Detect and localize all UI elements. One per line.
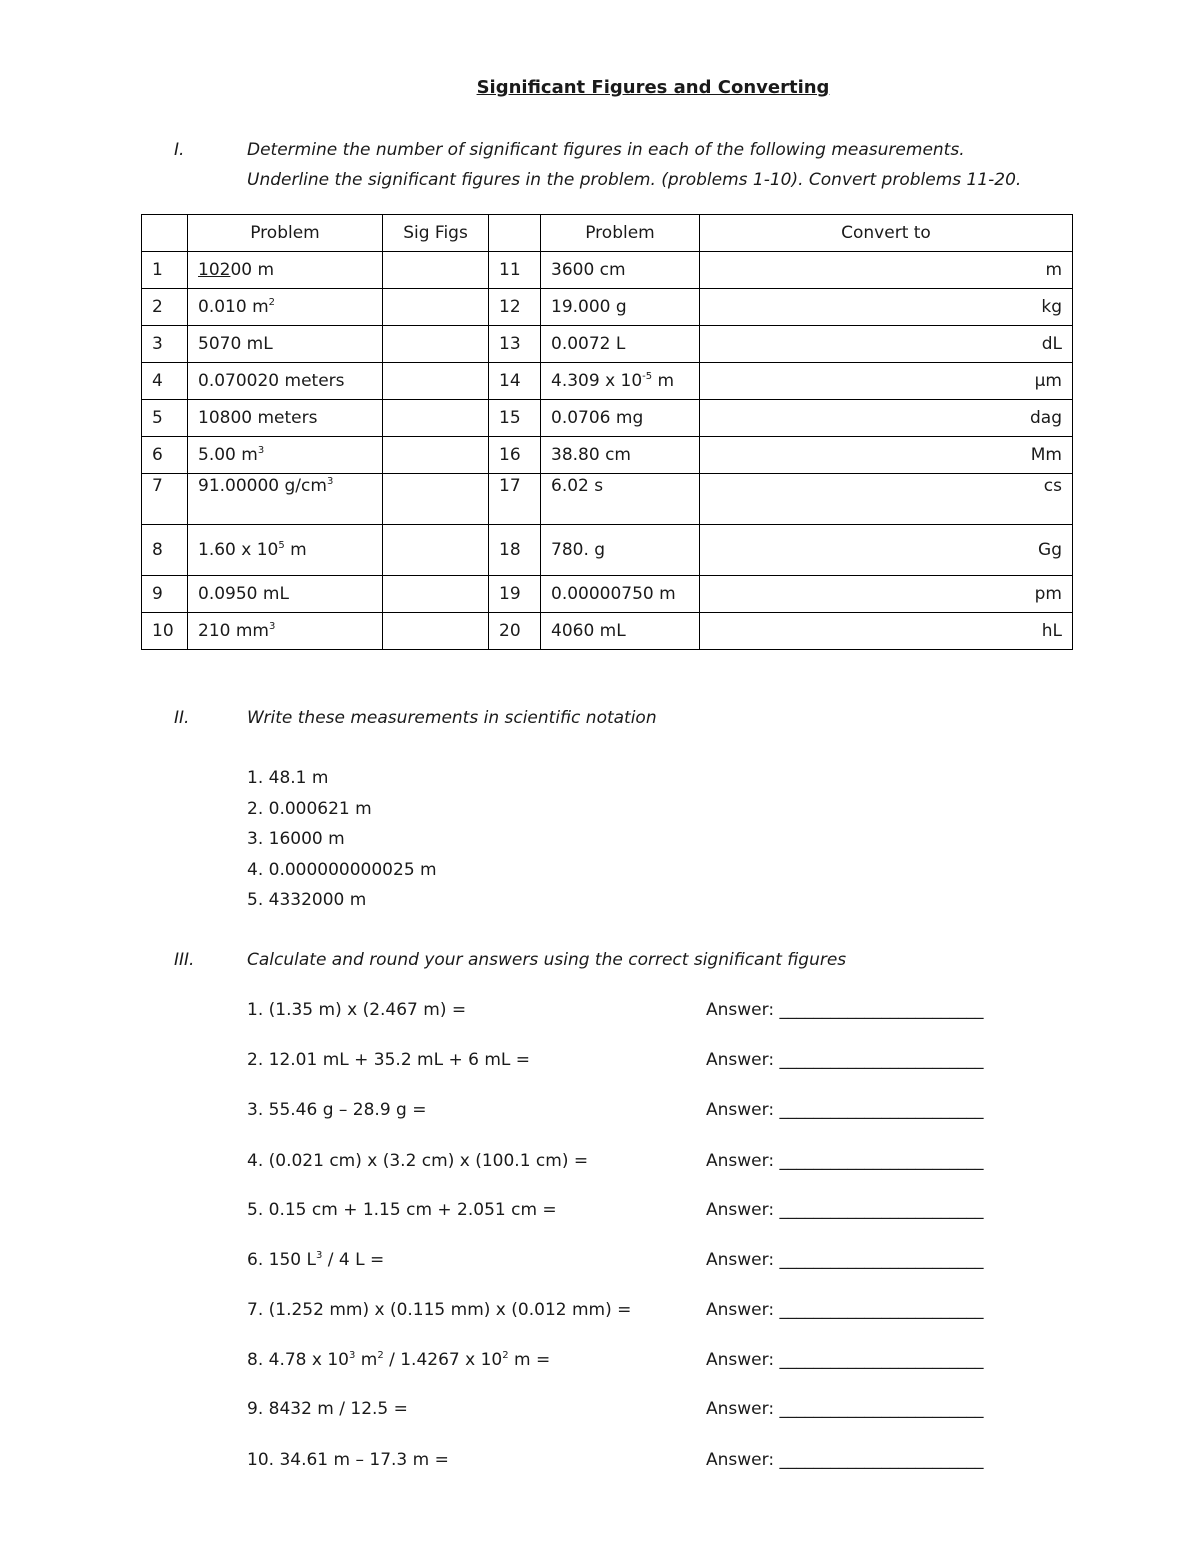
problem-value: 780. g (541, 525, 700, 576)
problem-number: 4 (142, 363, 188, 400)
calc-problem: 2. 12.01 mL + 35.2 mL + 6 mL = (247, 1050, 531, 1070)
table-row (142, 576, 1073, 613)
problem-number: 19 (489, 576, 541, 613)
convert-to-cell[interactable]: m (700, 252, 1073, 289)
answer-line[interactable]: Answer: ________________________ (706, 1151, 984, 1171)
table-row (142, 400, 1073, 437)
answer-line[interactable]: Answer: ________________________ (706, 1399, 984, 1419)
problem-value: 10800 meters (188, 400, 383, 437)
problem-number: 13 (489, 326, 541, 363)
sig-figs-answer-cell[interactable] (383, 474, 489, 525)
list-item: 5. 4332000 m (247, 890, 367, 910)
list-item: 1. 48.1 m (247, 768, 329, 788)
calc-problem: 8. 4.78 x $10^3$ $m^2 / 1.4267$ x $10^2$ m = (247, 1350, 551, 1370)
problem-value: 19.000 g (541, 289, 700, 326)
header-problem: Problem (188, 215, 383, 252)
calc-problem: 7. (1.252 mm) x (0.115 mm) x (0.012 mm) = (247, 1300, 632, 1320)
problem-value: 10200 m (188, 252, 383, 289)
section-1-instruction-line2: Underline the significant figures in the problem. (problems 1-10). Convert problems 11-20. (247, 170, 1022, 190)
sig-figs-answer-cell[interactable] (383, 252, 489, 289)
sig-figs-answer-cell[interactable] (383, 525, 489, 576)
convert-to-cell[interactable]: pm (700, 576, 1073, 613)
answer-line[interactable]: Answer: ________________________ (706, 1100, 984, 1120)
problem-value: 0.00000750 m (541, 576, 700, 613)
problem-number: 1 (142, 252, 188, 289)
problem-value: 91.00000 $g/cm^3$ (188, 474, 383, 525)
problem-value: 0.070020 meters (188, 363, 383, 400)
convert-to-cell[interactable]: dag (700, 400, 1073, 437)
answer-line[interactable]: Answer: ________________________ (706, 1250, 984, 1270)
problem-value: 4.309 x $10^{-5}$ m (541, 363, 700, 400)
sig-figs-answer-cell[interactable] (383, 400, 489, 437)
page-title: Significant Figures and Converting (476, 77, 830, 98)
problem-number: 9 (142, 576, 188, 613)
convert-to-cell[interactable]: hL (700, 613, 1073, 650)
sig-figs-answer-cell[interactable] (383, 576, 489, 613)
table-row (142, 437, 1073, 474)
problem-value: 0.0072 L (541, 326, 700, 363)
table-row (142, 252, 1073, 289)
calc-problem: 4. (0.021 cm) x (3.2 cm) x (100.1 cm) = (247, 1151, 589, 1171)
table-row (142, 326, 1073, 363)
calc-problem: 3. 55.46 g – 28.9 g = (247, 1100, 427, 1120)
section-3-numeral: III. (174, 950, 195, 970)
table-row (142, 474, 1073, 525)
problem-value: 3600 cm (541, 252, 700, 289)
table-corner-cell (142, 215, 188, 252)
answer-line[interactable]: Answer: ________________________ (706, 1200, 984, 1220)
problem-number: 7 (142, 474, 188, 525)
sig-figs-answer-cell[interactable] (383, 289, 489, 326)
problem-number: 12 (489, 289, 541, 326)
problem-value: 0.0706 mg (541, 400, 700, 437)
table-row (142, 363, 1073, 400)
problem-number: 6 (142, 437, 188, 474)
calc-problem: 5. 0.15 cm + 1.15 cm + 2.051 cm = (247, 1200, 557, 1220)
convert-to-cell[interactable]: µm (700, 363, 1073, 400)
header-sig-figs: Sig Figs (383, 215, 489, 252)
scientific-notation-list (247, 763, 437, 916)
header-convert-to: Convert to (700, 215, 1073, 252)
problem-value: 5.00 $m^3$ (188, 437, 383, 474)
list-item: 2. 0.000621 m (247, 798, 372, 819)
answer-line[interactable]: Answer: ________________________ (706, 1300, 984, 1320)
problem-value: 5070 mL (188, 326, 383, 363)
sig-figs-table (141, 214, 1073, 650)
problem-number: 18 (489, 525, 541, 576)
problem-number: 5 (142, 400, 188, 437)
convert-to-cell[interactable]: Mm (700, 437, 1073, 474)
list-item: 4. 0.000000000025 m (247, 859, 437, 880)
problem-number: 14 (489, 363, 541, 400)
convert-to-cell[interactable]: dL (700, 326, 1073, 363)
sig-figs-answer-cell[interactable] (383, 326, 489, 363)
sig-figs-answer-cell[interactable] (383, 613, 489, 650)
table-blank-header-cell (489, 215, 541, 252)
sig-figs-answer-cell[interactable] (383, 437, 489, 474)
section-3-instruction: Calculate and round your answers using the correct significant figures (247, 950, 847, 970)
calc-problem: 9. 8432 m / 12.5 = (247, 1399, 408, 1419)
section-2-instruction: Write these measurements in scientific notation (247, 708, 657, 728)
answer-line[interactable]: Answer: ________________________ (706, 1000, 984, 1020)
table-row (142, 289, 1073, 326)
problem-value: 1.60 x $10^5$ m (188, 525, 383, 576)
problem-value: 0.010 $m^2$ (188, 289, 383, 326)
problem-value: 0.0950 mL (188, 576, 383, 613)
calc-problem: 1. (1.35 m) x (2.467 m) = (247, 1000, 467, 1020)
answer-line[interactable]: Answer: ________________________ (706, 1350, 984, 1370)
table-row (142, 525, 1073, 576)
section-2-numeral: II. (174, 708, 190, 728)
header-problem-2: Problem (541, 215, 700, 252)
problem-value: 38.80 cm (541, 437, 700, 474)
table-header-row (142, 215, 1073, 252)
problem-number: 8 (142, 525, 188, 576)
list-item: 3. 16000 m (247, 829, 345, 849)
problem-number: 16 (489, 437, 541, 474)
problem-number: 17 (489, 474, 541, 525)
problem-value: 4060 mL (541, 613, 700, 650)
section-1-numeral: I. (174, 140, 185, 160)
problem-number: 10 (142, 613, 188, 650)
calc-problem: 6. 150 $L^3 / 4$ L = (247, 1250, 385, 1270)
problem-value: 6.02 s (541, 474, 700, 525)
problem-number: 11 (489, 252, 541, 289)
problem-number: 2 (142, 289, 188, 326)
convert-to-cell[interactable]: Gg (700, 525, 1073, 576)
answer-line[interactable]: Answer: ________________________ (706, 1050, 984, 1070)
convert-to-cell[interactable]: kg (700, 289, 1073, 326)
problem-number: 3 (142, 326, 188, 363)
sig-figs-answer-cell[interactable] (383, 363, 489, 400)
problem-number: 15 (489, 400, 541, 437)
calc-problem: 10. 34.61 m – 17.3 m = (247, 1450, 449, 1470)
problem-number: 20 (489, 613, 541, 650)
convert-to-cell[interactable]: cs (700, 474, 1073, 525)
problem-value: 210 $mm^3$ (188, 613, 383, 650)
section-1-instruction-line1: Determine the number of significant figures in each of the following measurements. (247, 140, 965, 160)
answer-line[interactable]: Answer: ________________________ (706, 1450, 984, 1470)
table-row (142, 613, 1073, 650)
